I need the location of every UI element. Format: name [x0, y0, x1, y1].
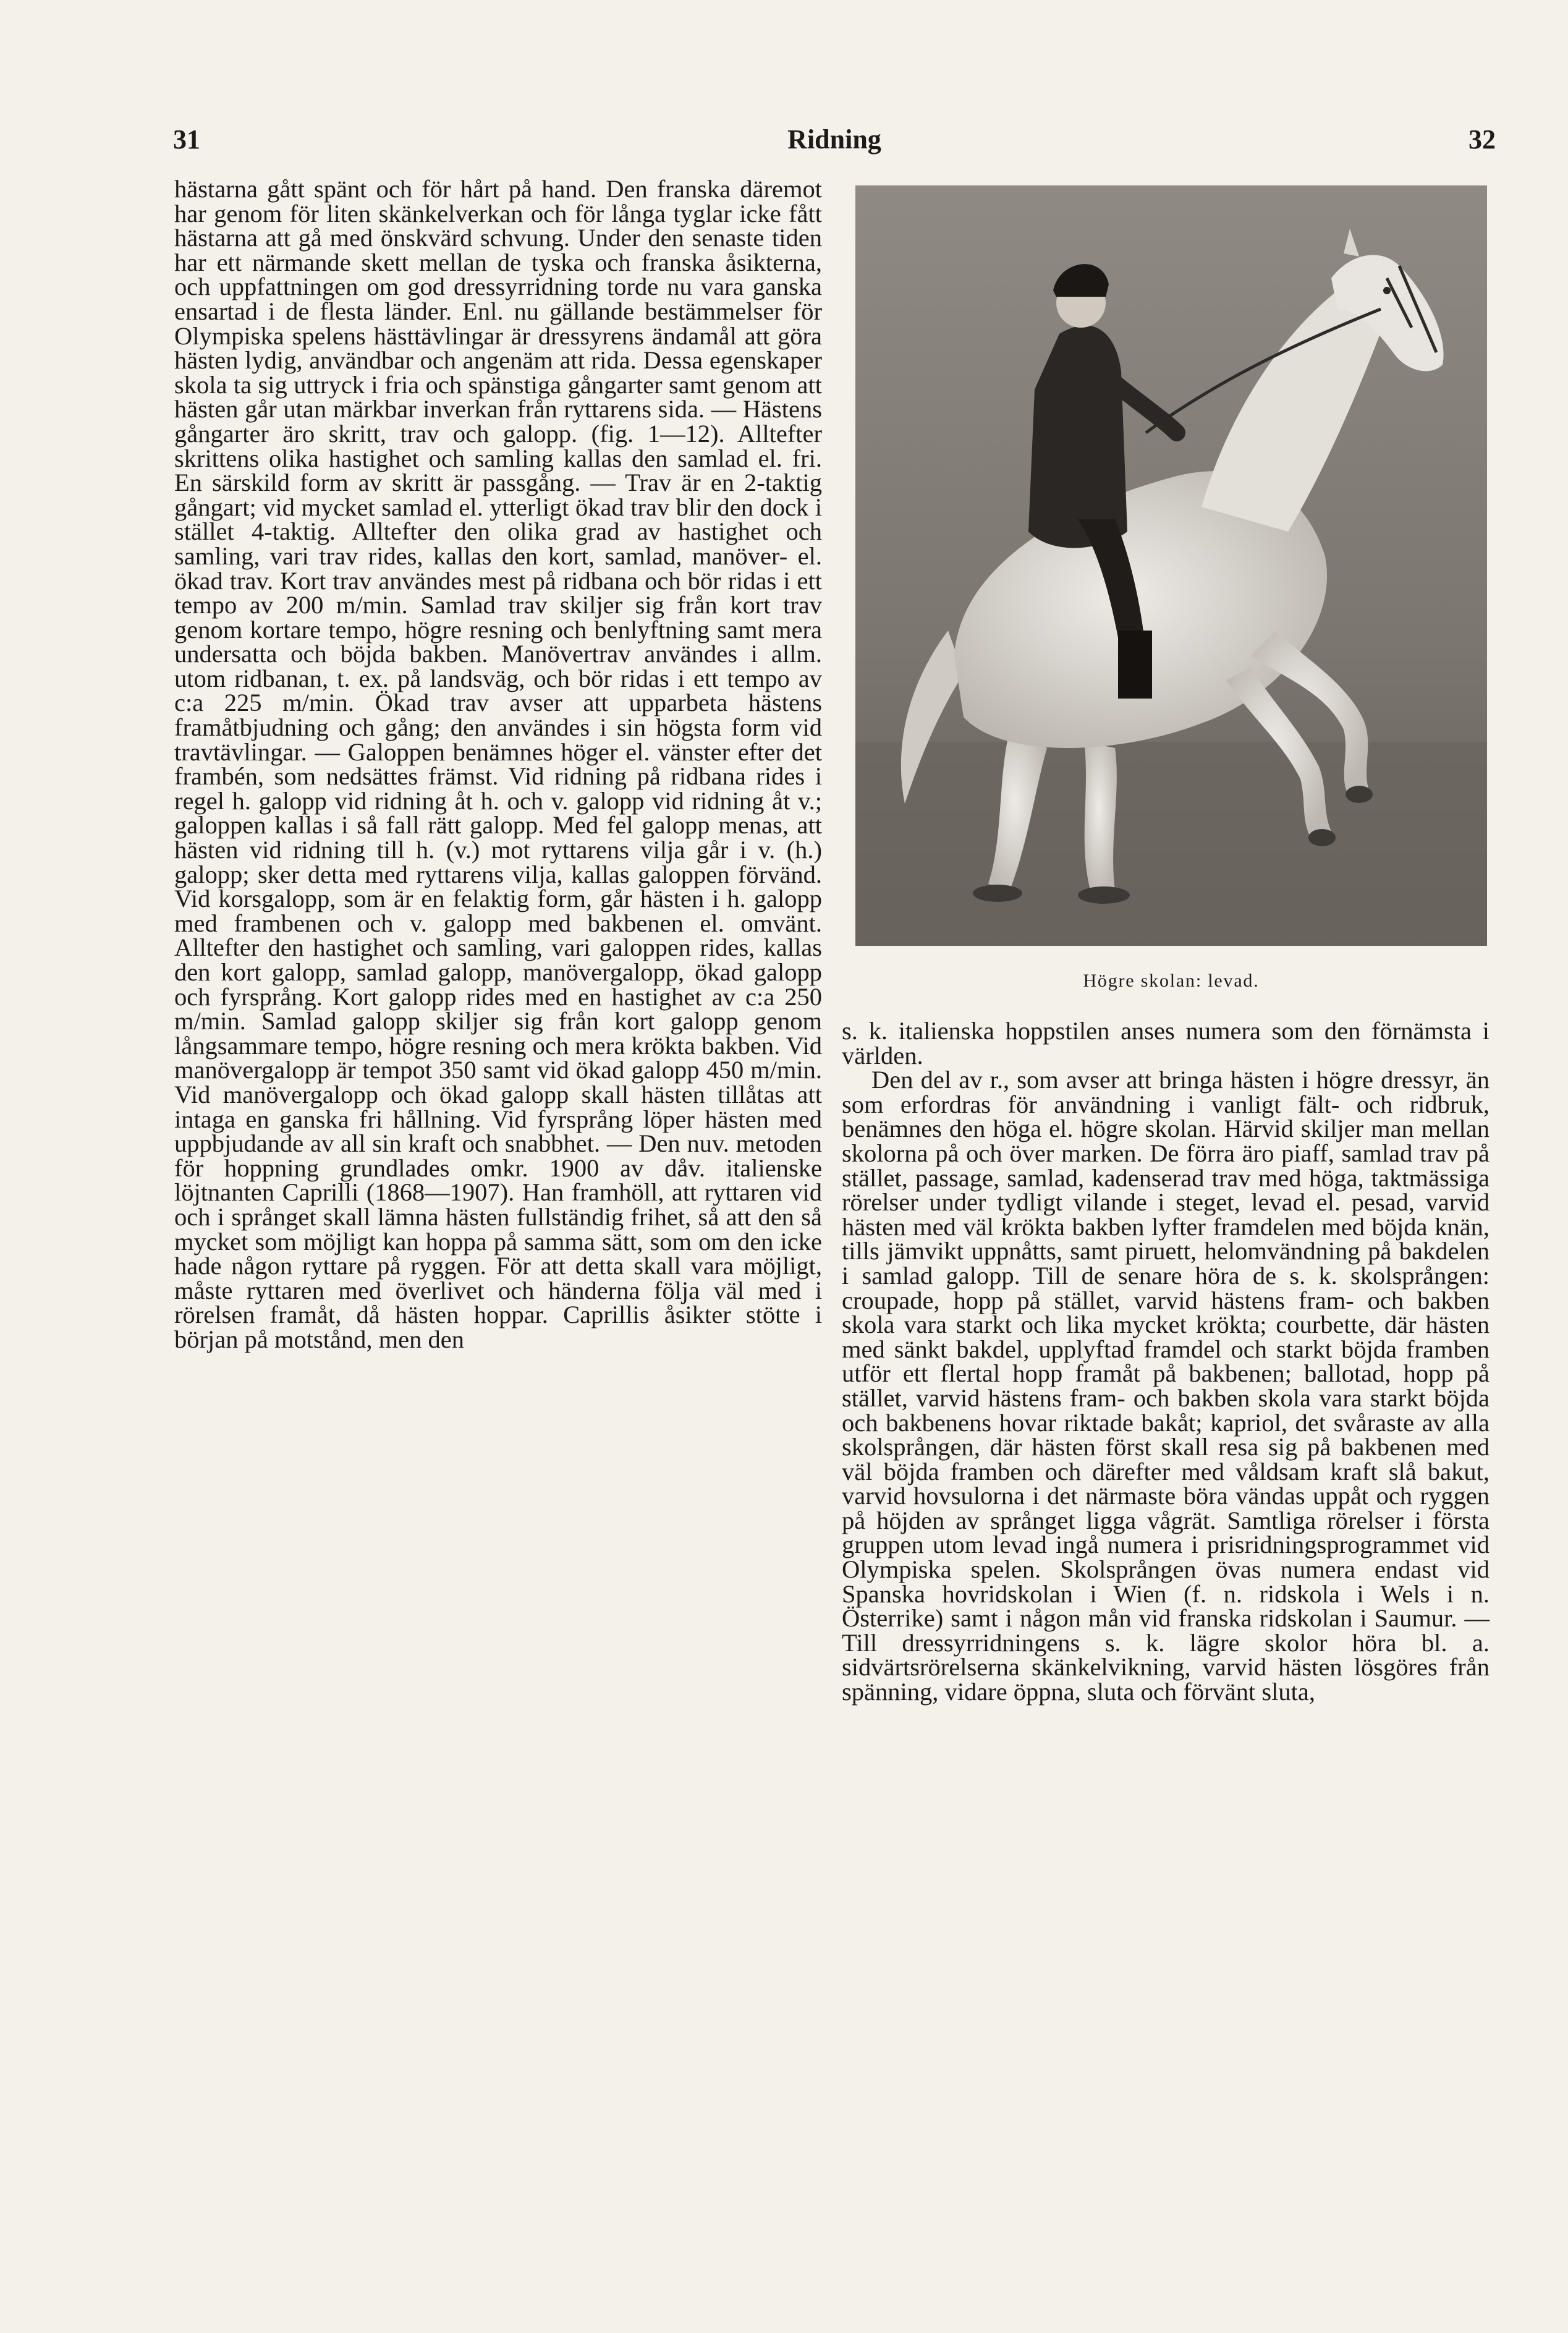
right-column-paragraph-2: Den del av r., som avser att bringa hästen i högre dressyr, än som erfordras för användning i vanligt fält- och ridbruk, benämnes den höga el. högre skolan. Härvid skiljer man mellan skolorna på och över marken. De förra äro piaff, samlad trav på stället, passage, samlad, kadenserad trav med höga, taktmässiga rörelser under tydligt vilande i steget, levad el. pesad, varvid hästen med väl krökta bakben lyfter framdelen med böjda knän, tills jämvikt uppnåtts, samt piruett, helomvändning på bakdelen i samlad galopp. Till de senare höra de s. k. skolsprången: croupade, hopp på stället, varvid hästens fram- och bakben skola vara starkt och lika mycket krökta; courbette, där hästen med sänkt bakdel, upplyftad framdel och starkt böjda framben utför ett flertal hopp framåt på bakbenen; ballotad, hopp på stället, varvid hästens fram- och bakben skola vara starkt böjda och bakbenens hovar riktade bakåt; kapriol, det svåraste av alla skolsprången, där hästen först skall resa sig på bakbenen med väl böjda framben och därefter med våldsam kraft slå bakut, varvid hovsulorna i det närmaste böra vändas uppåt och ryggen på höjden av språnget ligga vågrät. Samtliga rörelser i första gruppen utom levad ingå numera i prisridningsprogrammet vid Olympiska spelen. Skolsprången övas numera endast vid Spanska hovridskolan i Wien (f. n. ridskola i Wels i n. Österrike) samt i någon mån vid franska ridskolan i Saumur. — Till dressyrridningens s. k. lägre skolor höra bl. a. sidvärtsrörelserna skänkelvikning, varvid hästen lösgöres från spänning, vidare öppna, sluta och förvänt sluta,	[842, 1066, 1490, 1706]
running-title: Ridning	[787, 124, 881, 155]
right-column-paragraph-1: s. k. italienska hoppstilen anses numera som den förnämsta i världen.	[842, 1017, 1490, 1069]
figure-caption: Högre skolan: levad.	[1083, 971, 1260, 991]
page-number-right: 32	[1468, 124, 1496, 155]
page-header	[173, 124, 1496, 167]
left-column-text: hästarna gått spänt och för hårt på hand. Den franska däremot har genom för liten skänkelverkan och för långa tyglar icke fått hästarna att gå med önskvärd schvung. Under den senaste tiden har ett närmande skett mellan de tyska och franska åsikterna, och uppfattningen om god dressyrridning torde nu vara ganska ensartad i de flesta länder. Enl. nu gällande bestämmelser för Olympiska spelens hästtävlingar är dressyrens ändamål att göra hästen lydig, användbar och angenäm att rida. Dessa egenskaper skola ta sig uttryck i fria och spänstiga gångarter samt genom att hästen går utan märkbar inverkan från ryttarens sida. — Hästens gångarter äro skritt, trav och galopp. (fig. 1—12). Alltefter skrittens olika hastighet och samling kallas den samlad el. fri. En särskild form av skritt är passgång. — Trav är en 2-taktig gångart; vid mycket samlad el. ytterligt ökad trav blir den dock i stället 4-taktig. Alltefter den olika grad av hastighet och samling, vari trav rides, kallas den kort, samlad, manöver- el. ökad trav. Kort trav användes mest på ridbana och bör ridas i ett tempo av 200 m/min. Samlad trav skiljer sig från kort trav genom kortare tempo, högre resning och benlyftning samt mera undersatta och böjda bakben. Manövertrav användes i allm. utom ridbanan, t. ex. på landsväg, och bör ridas i ett tempo av c:a 225 m/min. Ökad trav avser att upparbeta hästens framåtbjudning och gång; den användes i sin högsta form vid travtävlingar. — Galoppen benämnes höger el. vänster efter det frambén, som nedsättes främst. Vid ridning på ridbana rides i regel h. galopp vid ridning åt h. och v. galopp vid ridning åt v.; galoppen kallas i så fall rätt galopp. Med fel galopp menas, att hästen vid ridning till h. (v.) mot ryttarens vilja går i v. (h.) galopp; sker detta med ryttarens vilja, kallas galoppen förvänd. Vid korsgalopp, som är en felaktig form, går hästen i h. galopp med frambenen och v. galopp med bakbenen el. omvänt. Alltefter den hastighet och samling, vari galoppen rides, kallas den kort galopp, samlad galopp, manövergalopp, ökad galopp och fyrsprång. Kort galopp rides med en hastighet av c:a 250 m/min. Samlad galopp skiljer sig från kort galopp genom långsammare tempo, högre resning och mera krökta bakben. Vid manövergalopp är tempot 350 samt vid ökad galopp 450 m/min. Vid manövergalopp och ökad galopp skall hästen tillåtas att intaga en ganska fri hållning. Vid fyrsprång löper hästen med uppbjudande av all sin kraft och snabbhet. — Den nuv. metoden för hoppning grundlades omkr. 1900 av dåv. italienske löjtnanten Caprilli (1868—1907). Han framhöll, att ryttaren vid och i språnget skall lämna hästen fullständig frihet, så att den så mycket som möjligt kan hoppa på samma sätt, som om den icke hade någon ryttare på ryggen. För att detta skall vara möjligt, måste ryttaren med överlivet och händerna följa väl med i rörelsen framåt, då hästen hoppar. Caprillis åsikter stötte i början på motstånd, men den	[174, 175, 822, 1353]
left-column	[174, 177, 822, 1352]
horse-levade-photo	[855, 185, 1487, 946]
right-column	[842, 1019, 1490, 1704]
page-number-left: 31	[173, 124, 200, 155]
